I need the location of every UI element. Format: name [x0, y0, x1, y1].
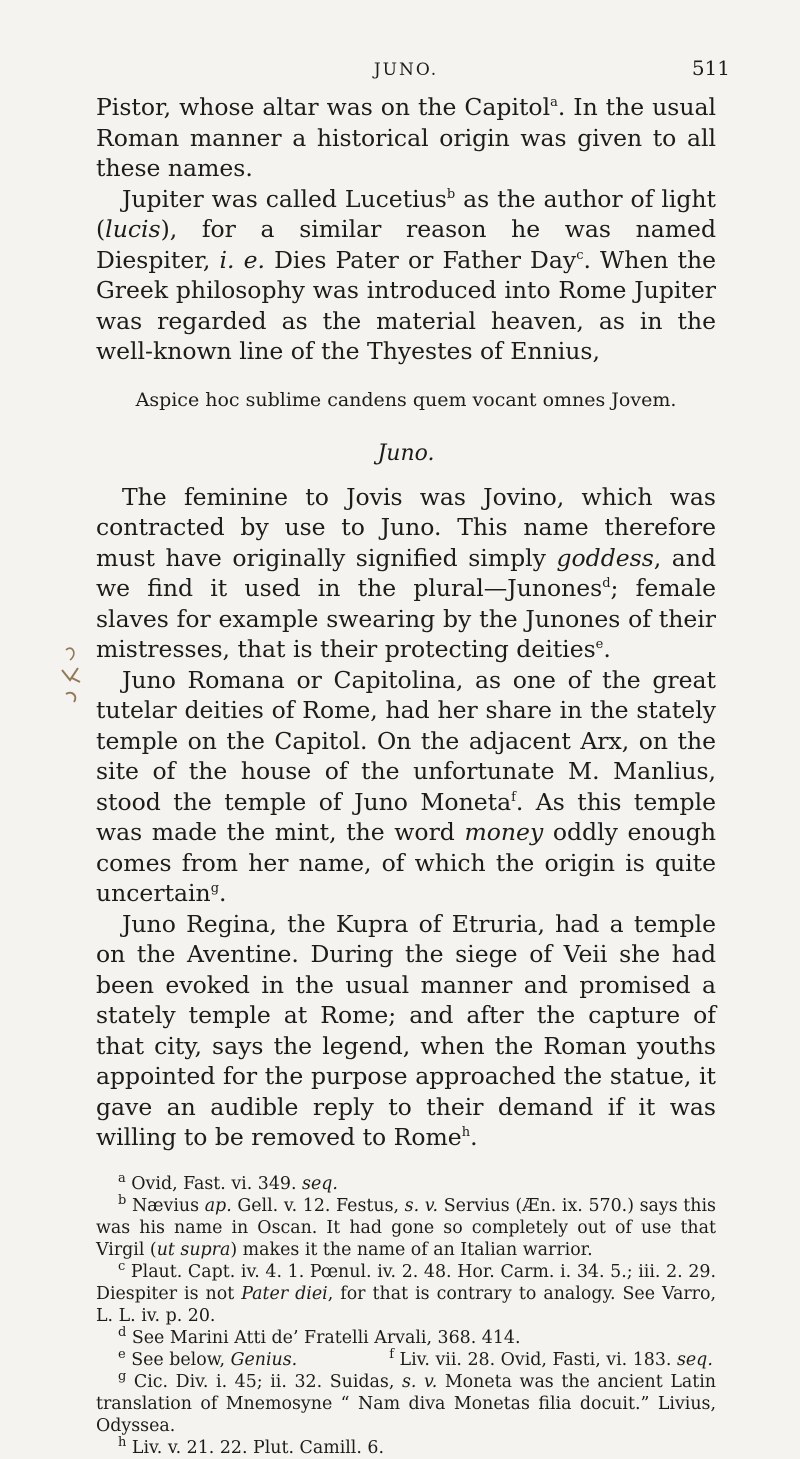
text-run: .	[603, 635, 611, 663]
text-run: , for that is contrary to analogy. See Varro, L. L. iv. p. 20.	[96, 1283, 716, 1326]
italic-term: i. e.	[219, 245, 265, 274]
footnote-ref-h[interactable]: h	[461, 1125, 471, 1141]
running-title: JUNO.	[373, 60, 439, 80]
text-run: . In the usual Roman manner a historical origin was given to all these names.	[96, 93, 716, 182]
footnote-ref-g[interactable]: g	[210, 881, 220, 897]
footnote-g	[96, 1368, 716, 1437]
italic-term: money	[464, 818, 544, 846]
footnote-ref-e[interactable]: e	[595, 637, 604, 653]
text-run: ), for a similar reason he was named Diespiter,	[96, 215, 716, 274]
text-run: Pistor, whose altar was on the Capitol	[96, 93, 551, 121]
text-run: Jupiter was called Lucetius	[122, 184, 447, 213]
paragraph-juno-regina	[96, 909, 716, 1153]
text-run: Dies Pater or Father Day	[264, 245, 577, 274]
text-run: oddly enough comes from her name, of which the origin is quite uncertain	[96, 818, 716, 907]
text-run: ) makes it the name of an Italian warrior.	[230, 1239, 593, 1260]
ennius-quotation: Aspice hoc sublime candens quem vocant omnes Jovem.	[135, 388, 677, 411]
text-run: See below,	[125, 1349, 231, 1370]
footnote-mark: g	[118, 1368, 127, 1384]
paragraph-jupiter	[96, 184, 716, 367]
italic-term: goddess	[556, 543, 654, 572]
footnote-mark: h	[118, 1434, 127, 1450]
footnote-ref-d[interactable]: d	[602, 576, 611, 592]
text-run: .	[470, 1123, 478, 1151]
text-run: Liv. v. 21. 22. Plut. Camill. 6.	[126, 1437, 385, 1458]
running-head	[96, 52, 730, 92]
footnote-ref-b[interactable]: b	[446, 186, 456, 202]
italic-term: Pater diei	[241, 1283, 328, 1304]
text-run: Nævius	[126, 1195, 205, 1216]
page-number: 511	[691, 56, 730, 80]
text-run: , and we find it used in the plural—Junones	[96, 543, 716, 602]
marginal-pencil-mark-icon	[58, 640, 98, 710]
text-run: Moneta was the ancient Latin translation of Mnemosyne “ Nam diva Monetas filia docuit.” Livius, Odyssea.	[96, 1371, 716, 1436]
italic-term: ut supra	[156, 1239, 231, 1260]
italic-term: seq.	[676, 1349, 713, 1370]
text-run: Juno Romana or Capitolina, as one of the great tutelar deities of Rome, had her share in the stately temple on the Capitol. On the adjacent Arx, on the site of the house of the unfortunate M. Manlius, stood the temple of Juno Moneta	[96, 665, 716, 816]
book-page	[96, 52, 730, 1459]
footnotes	[96, 1170, 716, 1459]
text-run: Juno Regina, the Kupra of Etruria, had a temple on the Aventine. During the siege of Veii she had been evoked in the usual manner and promised a stately temple at Rome; and after the capture of that city, says the legend, when the Roman youths appointed for the purpose approached the statue, it gave an audible reply to their demand if it was willing to be removed to Rome	[96, 909, 716, 1151]
footnote-mark: a	[118, 1170, 126, 1186]
text-run: ; female slaves for example swearing by the Junones of their mistresses, that is their protecting deities	[96, 574, 716, 663]
italic-term: seq.	[302, 1173, 338, 1194]
footnote-b	[96, 1192, 716, 1261]
italic-term: lucis	[105, 215, 161, 243]
italic-term: ap.	[204, 1195, 232, 1216]
text-run: See Marini Atti de’ Fratelli Arvali, 368. 414.	[126, 1327, 521, 1348]
paragraph-juno-name	[96, 482, 716, 665]
text-run: . When the Greek philosophy was introduced into Rome Jupiter was regarded as the material heaven, as in the well-known line of the Thyestes of Ennius,	[96, 245, 716, 365]
footnote-a	[96, 1170, 716, 1195]
footnote-c	[96, 1258, 716, 1327]
footnote-h	[96, 1434, 716, 1459]
footnote-d	[96, 1324, 716, 1349]
text-run: Cic. Div. i. 45; ii. 32. Suidas,	[126, 1371, 402, 1392]
footnote-ref-f[interactable]: f	[511, 789, 516, 805]
section-heading: Juno.	[377, 441, 435, 466]
footnote-mark: f	[389, 1346, 395, 1362]
text-run: Servius (Æn. ix. 570.) says this was his name in Oscan. It had gone so completely out of use that Virgil (	[96, 1195, 716, 1260]
text-run: .	[219, 879, 227, 907]
footnote-e-f	[96, 1346, 716, 1371]
footnote-ref-c[interactable]: c	[576, 247, 584, 263]
footnote-mark: d	[118, 1324, 127, 1340]
main-text	[96, 92, 716, 1153]
text-run: Ovid, Fast. vi. 349.	[125, 1173, 303, 1194]
footnote-mark: b	[118, 1192, 127, 1208]
text-run: The feminine to Jovis was Jovino, which was contracted by use to Juno. This name therefore must have originally signified simply	[96, 482, 716, 572]
italic-term: s. v.	[404, 1195, 439, 1216]
footnote-mark: e	[118, 1346, 126, 1362]
italic-term: s. v.	[401, 1371, 438, 1392]
text-run: . As this temple was made the mint, the word	[96, 787, 716, 846]
paragraph-juno-romana	[96, 665, 716, 909]
text-run: Plaut. Capt. iv. 4. 1. Pœnul. iv. 2. 48. Hor. Carm. i. 34. 5.; iii. 2. 29. Diespiter is not	[96, 1261, 716, 1304]
footnote-ref-a[interactable]: a	[550, 95, 558, 111]
text-run: Gell. v. 12. Festus,	[231, 1195, 405, 1216]
text-run: as the author of light (	[96, 184, 716, 243]
paragraph-pistor	[96, 92, 716, 184]
italic-term: Genius.	[230, 1349, 298, 1370]
text-run: Liv. vii. 28. Ovid, Fasti, vi. 183.	[394, 1349, 677, 1370]
footnote-mark: c	[118, 1258, 126, 1274]
